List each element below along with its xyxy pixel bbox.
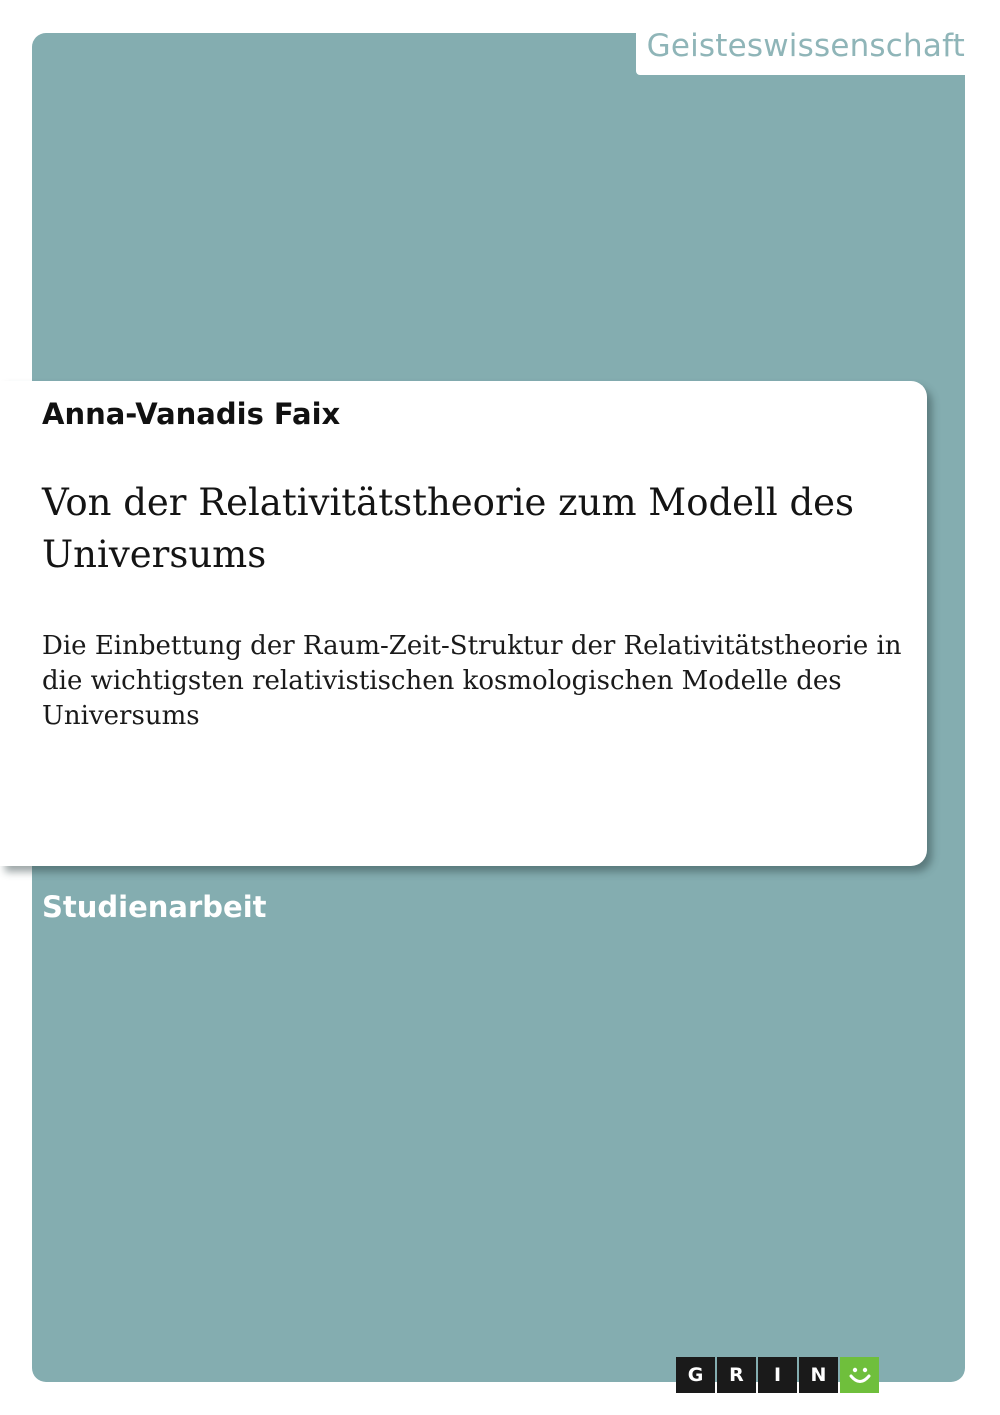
author-name: Anna-Vanadis Faix [42,397,341,431]
book-title: Von der Relativitätstheorie zum Modell des Universums [42,481,855,576]
category-label: Geisteswissenschaft [646,28,965,64]
document-type: Studienarbeit [42,890,267,924]
logo-letter-r: R [717,1357,756,1393]
book-subtitle: Die Einbettung der Raum-Zeit-Struktur der Relativitätstheorie in die wichtigsten relativistischen kosmologischen Modelle des Universums [42,631,902,731]
title-card [0,381,927,866]
logo-letter-i: I [758,1357,797,1393]
logo-letter-n: N [799,1357,838,1393]
logo-letter-g: G [676,1357,715,1393]
smiley-icon [840,1357,879,1393]
publisher-logo [676,1357,879,1393]
